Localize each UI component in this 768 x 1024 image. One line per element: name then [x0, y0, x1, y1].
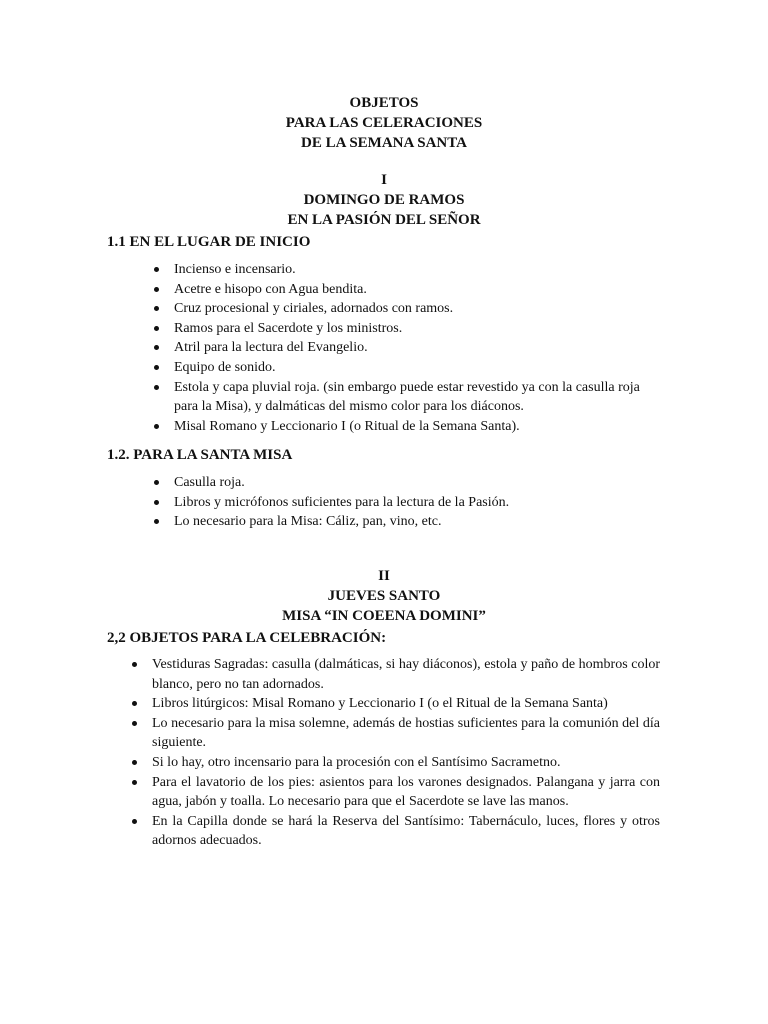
list-item: Libros y micrófonos suficientes para la lectura de la Pasión. [174, 493, 664, 513]
bullet-icon [154, 385, 159, 390]
section-1-2-heading: 1.2. PARA LA SANTA MISA [107, 447, 293, 463]
bullet-icon [132, 819, 137, 824]
part-2-title-line-2: MISA “IN COEENA DOMINI” [282, 608, 486, 624]
bullet-icon [132, 701, 137, 706]
list-item: En la Capilla donde se hará la Reserva del Santísimo: Tabernáculo, luces, flores y otros adornos adecuados. [152, 812, 660, 851]
section-2-2-list [152, 655, 660, 851]
list-item: Ramos para el Sacerdote y los ministros. [174, 319, 664, 339]
bullet-icon [154, 306, 159, 311]
bullet-icon [154, 519, 159, 524]
section-1-1-list [174, 260, 664, 436]
list-item: Lo necesario para la misa solemne, además de hostias suficientes para la comunión del día siguiente. [152, 714, 660, 753]
list-item: Lo necesario para la Misa: Cáliz, pan, vino, etc. [174, 512, 664, 532]
list-item: Para el lavatorio de los pies: asientos para los varones designados. Palangana y jarra con agua, jabón y toalla. Lo necesario para que el Sacerdote se lave las manos. [152, 773, 660, 812]
list-item: Atril para la lectura del Evangelio. [174, 338, 664, 358]
bullet-icon [154, 424, 159, 429]
part-2-title-line-1: JUEVES SANTO [327, 588, 441, 604]
list-item: Misal Romano y Leccionario I (o Ritual de la Semana Santa). [174, 417, 664, 437]
section-1-2-list [174, 473, 664, 532]
list-item: Equipo de sonido. [174, 358, 664, 378]
bullet-icon [132, 780, 137, 785]
list-item: Si lo hay, otro incensario para la procesión con el Santísimo Sacrametno. [152, 753, 660, 773]
bullet-icon [132, 760, 137, 765]
bullet-icon [154, 267, 159, 272]
title-line-1: OBJETOS [349, 95, 419, 111]
list-item: Vestiduras Sagradas: casulla (dalmáticas, si hay diáconos), estola y paño de hombros color blanco, pero no tan adornados. [152, 655, 660, 694]
bullet-icon [154, 326, 159, 331]
bullet-icon [154, 345, 159, 350]
part-1-number: I [381, 172, 387, 188]
bullet-icon [154, 480, 159, 485]
bullet-icon [132, 662, 137, 667]
list-item: Libros litúrgicos: Misal Romano y Leccionario I (o el Ritual de la Semana Santa) [152, 694, 660, 714]
bullet-icon [132, 721, 137, 726]
part-2-number: II [378, 568, 390, 584]
section-2-2-heading: 2,2 OBJETOS PARA LA CELEBRACIÓN: [107, 630, 387, 646]
list-item: Estola y capa pluvial roja. (sin embargo puede estar revestido ya con la casulla roja para la Misa), y dalmáticas del mismo color para los diáconos. [174, 378, 664, 417]
list-item: Acetre e hisopo con Agua bendita. [174, 280, 664, 300]
bullet-icon [154, 500, 159, 505]
bullet-icon [154, 365, 159, 370]
part-1-title-line-2: EN LA PASIÓN DEL SEÑOR [287, 212, 481, 228]
title-line-3: DE LA SEMANA SANTA [300, 135, 467, 151]
document-title [0, 93, 768, 153]
part-2-header [0, 566, 768, 626]
section-1-1-heading: 1.1 EN EL LUGAR DE INICIO [107, 234, 311, 250]
list-item: Cruz procesional y ciriales, adornados con ramos. [174, 299, 664, 319]
bullet-icon [154, 287, 159, 292]
list-item: Casulla roja. [174, 473, 664, 493]
part-1-title-line-1: DOMINGO DE RAMOS [303, 192, 465, 208]
list-item: Incienso e incensario. [174, 260, 664, 280]
part-1-header [0, 170, 768, 230]
title-line-2: PARA LAS CELERACIONES [285, 115, 483, 131]
